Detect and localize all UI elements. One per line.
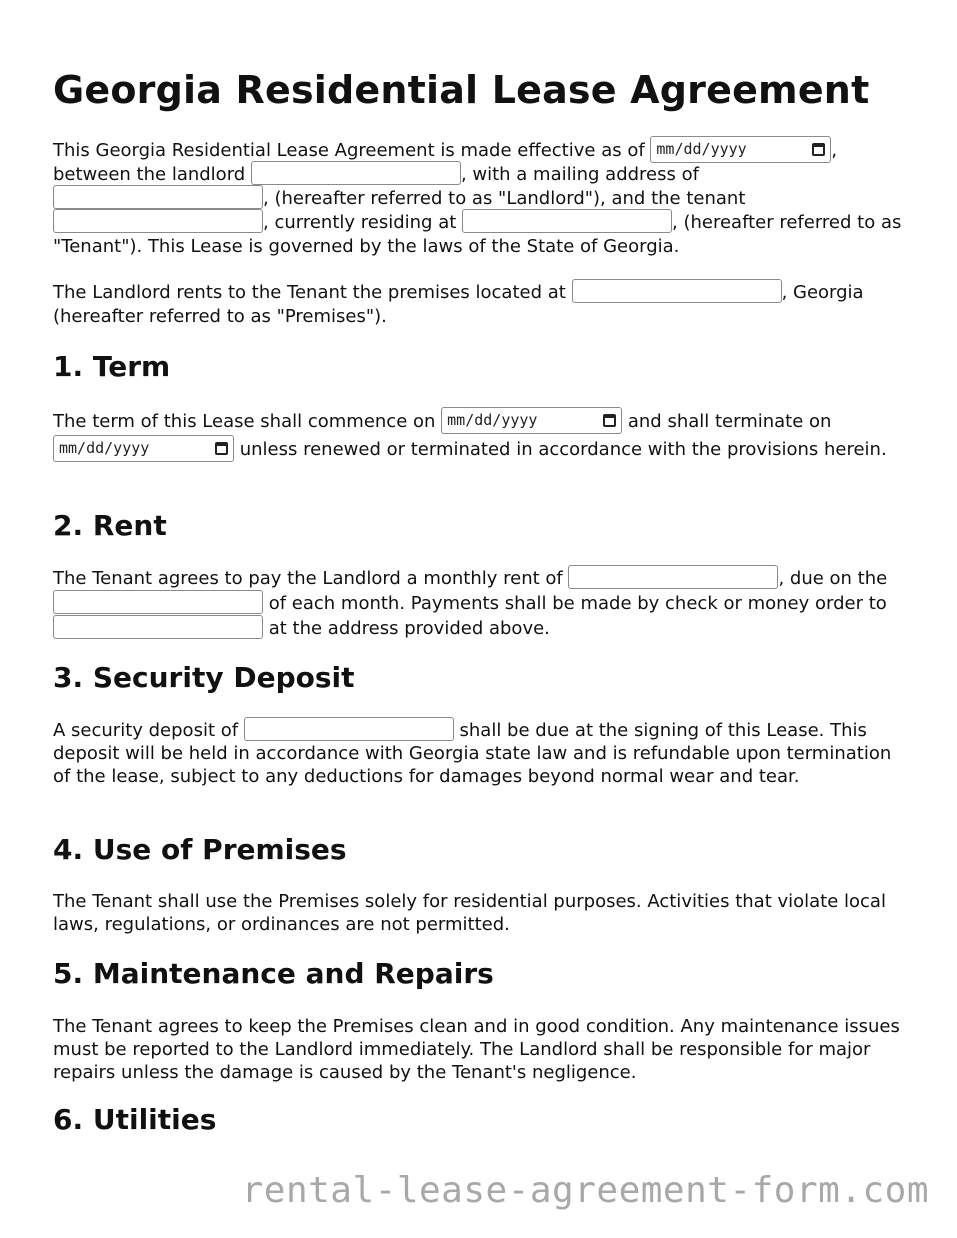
intro-text-4: , (hereafter referred to as "Landlord"), and the tenant xyxy=(263,188,746,209)
due-day-input[interactable] xyxy=(53,590,263,614)
effective-date-input[interactable] xyxy=(650,136,831,163)
date-placeholder: mm/dd/yyyy xyxy=(656,140,747,158)
rent-paragraph xyxy=(53,566,903,641)
intro-text-3: , with a mailing address of xyxy=(460,164,699,185)
intro-text-6: , (hereafter referred to as "Tenant"). This Lease is governed by the laws of the State of Georgia. xyxy=(53,212,902,257)
landlord-name-input[interactable] xyxy=(251,161,461,185)
term-paragraph xyxy=(53,408,903,464)
section-heading-use: 4. Use of Premises xyxy=(53,833,347,866)
premises-paragraph xyxy=(53,281,903,329)
term-text-3: unless renewed or terminated in accordance with the provisions herein. xyxy=(234,439,887,460)
deposit-text-1: A security deposit of xyxy=(53,720,244,741)
intro-text-5: , currently residing at xyxy=(263,212,463,233)
page-title: Georgia Residential Lease Agreement xyxy=(53,68,870,112)
deposit-paragraph xyxy=(53,719,903,788)
section-heading-utilities: 6. Utilities xyxy=(53,1103,217,1136)
rent-text-3: of each month. Payments shall be made by check or money order to xyxy=(263,593,887,614)
intro-text-2: , between the landlord xyxy=(53,140,838,185)
premises-address-input[interactable] xyxy=(572,279,782,303)
commence-date-input[interactable] xyxy=(441,407,622,434)
tenant-name-input[interactable] xyxy=(53,209,263,233)
rent-text-4: at the address provided above. xyxy=(263,618,550,639)
date-placeholder: mm/dd/yyyy xyxy=(447,411,538,429)
intro-paragraph xyxy=(53,139,903,259)
use-paragraph: The Tenant shall use the Premises solely for residential purposes. Activities that violate local laws, regulations, or ordinances are not permitted. xyxy=(53,891,886,935)
term-text-2: and shall terminate on xyxy=(622,411,832,432)
tenant-address-input[interactable] xyxy=(462,209,672,233)
watermark-footer: rental-lease-agreement-form.com xyxy=(241,1170,929,1211)
section-heading-term: 1. Term xyxy=(53,350,171,383)
calendar-icon[interactable] xyxy=(603,414,616,427)
terminate-date-input[interactable] xyxy=(53,435,234,462)
date-placeholder: mm/dd/yyyy xyxy=(59,439,150,457)
landlord-address-input[interactable] xyxy=(53,185,263,209)
section-heading-deposit: 3. Security Deposit xyxy=(53,661,355,694)
deposit-text-2: shall be due at the signing of this Lease. This deposit will be held in accordance with Georgia state law and is refundable upon termination of the lease, subject to any deductions for damages beyond normal wear and tear. xyxy=(53,720,892,787)
rent-text-2: , due on the xyxy=(778,568,888,589)
calendar-icon[interactable] xyxy=(812,143,825,156)
premises-text-2: , Georgia (hereafter referred to as "Premises"). xyxy=(53,282,864,327)
premises-text-1: The Landlord rents to the Tenant the premises located at xyxy=(53,282,572,303)
monthly-rent-input[interactable] xyxy=(568,565,778,589)
section-heading-maintenance: 5. Maintenance and Repairs xyxy=(53,957,494,990)
payee-input[interactable] xyxy=(53,615,263,639)
rent-text-1: The Tenant agrees to pay the Landlord a monthly rent of xyxy=(53,568,569,589)
term-text-1: The term of this Lease shall commence on xyxy=(53,411,442,432)
section-heading-rent: 2. Rent xyxy=(53,509,167,542)
intro-text-1: This Georgia Residential Lease Agreement is made effective as of xyxy=(53,140,651,161)
calendar-icon[interactable] xyxy=(215,442,228,455)
maintenance-paragraph: The Tenant agrees to keep the Premises clean and in good condition. Any maintenance issues must be reported to the Landlord immediately. The Landlord shall be responsible for major repairs unless the damage is caused by the Tenant's negligence. xyxy=(53,1016,900,1083)
security-deposit-input[interactable] xyxy=(244,717,454,741)
